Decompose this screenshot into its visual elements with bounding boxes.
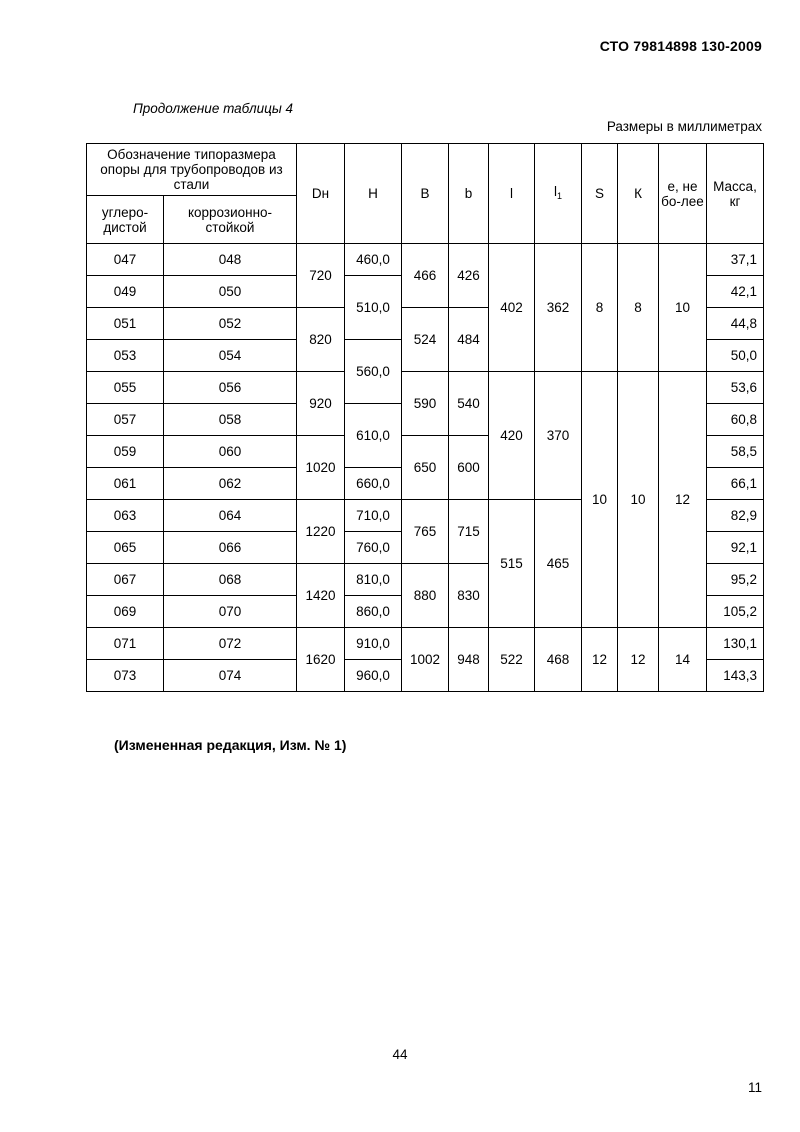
- cell-carbon: 067: [87, 564, 164, 596]
- cell-stainless: 056: [164, 372, 297, 404]
- cell-stainless: 058: [164, 404, 297, 436]
- cell-l1: 468: [535, 628, 582, 692]
- cell-l1: 465: [535, 500, 582, 628]
- cell-mass: 53,6: [707, 372, 764, 404]
- cell-stainless: 062: [164, 468, 297, 500]
- header-b-lower: b: [449, 144, 489, 244]
- cell-k: 8: [618, 244, 659, 372]
- table-row: [87, 372, 764, 404]
- cell-h: 610,0: [345, 404, 402, 468]
- table-row: [87, 244, 764, 276]
- cell-mass: 95,2: [707, 564, 764, 596]
- cell-carbon: 051: [87, 308, 164, 340]
- cell-dn: 820: [297, 308, 345, 372]
- cell-mass: 60,8: [707, 404, 764, 436]
- cell-h: 910,0: [345, 628, 402, 660]
- cell-dn: 720: [297, 244, 345, 308]
- cell-carbon: 069: [87, 596, 164, 628]
- cell-dn: 1620: [297, 628, 345, 692]
- cell-carbon: 073: [87, 660, 164, 692]
- cell-l: 402: [489, 244, 535, 372]
- cell-h: 860,0: [345, 596, 402, 628]
- cell-mass: 37,1: [707, 244, 764, 276]
- cell-stainless: 064: [164, 500, 297, 532]
- cell-s: 12: [582, 628, 618, 692]
- cell-b-upper: 650: [402, 436, 449, 500]
- cell-b-upper: 765: [402, 500, 449, 564]
- cell-l: 522: [489, 628, 535, 692]
- page-number-right: 11: [747, 1080, 762, 1095]
- cell-s: 8: [582, 244, 618, 372]
- cell-dn: 1020: [297, 436, 345, 500]
- cell-carbon: 063: [87, 500, 164, 532]
- cell-carbon: 053: [87, 340, 164, 372]
- cell-stainless: 072: [164, 628, 297, 660]
- cell-dn: 1420: [297, 564, 345, 628]
- cell-h: 560,0: [345, 340, 402, 404]
- header-designation: Обозначение типоразмера опоры для трубопроводов из стали: [87, 144, 297, 196]
- cell-b-lower: 540: [449, 372, 489, 436]
- units-note: Размеры в миллиметрах: [606, 119, 762, 134]
- cell-mass: 66,1: [707, 468, 764, 500]
- cell-b-upper: 1002: [402, 628, 449, 692]
- cell-k: 10: [618, 372, 659, 628]
- cell-h: 810,0: [345, 564, 402, 596]
- cell-carbon: 055: [87, 372, 164, 404]
- document-code: СТО 79814898 130-2009: [599, 38, 762, 54]
- cell-b-lower: 484: [449, 308, 489, 372]
- cell-stainless: 052: [164, 308, 297, 340]
- cell-e: 12: [659, 372, 707, 628]
- cell-stainless: 050: [164, 276, 297, 308]
- cell-mass: 130,1: [707, 628, 764, 660]
- header-l1: [535, 144, 582, 244]
- header-h: H: [345, 144, 402, 244]
- table-continuation-label: Продолжение таблицы 4: [133, 101, 294, 116]
- cell-b-upper: 524: [402, 308, 449, 372]
- cell-e: 14: [659, 628, 707, 692]
- cell-carbon: 059: [87, 436, 164, 468]
- cell-h: 710,0: [345, 500, 402, 532]
- header-s: S: [582, 144, 618, 244]
- cell-dn: 920: [297, 372, 345, 436]
- cell-h: 760,0: [345, 532, 402, 564]
- header-l1-sub: 1: [556, 190, 562, 201]
- header-dn: Dн: [297, 144, 345, 244]
- cell-mass: 92,1: [707, 532, 764, 564]
- dimensions-table: [86, 143, 764, 692]
- header-carbon: углеро-дистой: [87, 196, 164, 244]
- cell-stainless: 054: [164, 340, 297, 372]
- header-l1-base: l: [553, 183, 557, 199]
- cell-mass: 82,9: [707, 500, 764, 532]
- cell-b-upper: 590: [402, 372, 449, 436]
- cell-stainless: 066: [164, 532, 297, 564]
- cell-b-upper: 880: [402, 564, 449, 628]
- cell-h: 460,0: [345, 244, 402, 276]
- table-row: [87, 628, 764, 660]
- cell-carbon: 057: [87, 404, 164, 436]
- cell-b-lower: 426: [449, 244, 489, 308]
- cell-mass: 44,8: [707, 308, 764, 340]
- cell-mass: 105,2: [707, 596, 764, 628]
- cell-dn: 1220: [297, 500, 345, 564]
- cell-stainless: 060: [164, 436, 297, 468]
- cell-h: 510,0: [345, 276, 402, 340]
- header-b-upper: B: [402, 144, 449, 244]
- page-number-center: 44: [392, 1047, 408, 1062]
- cell-stainless: 048: [164, 244, 297, 276]
- cell-h: 660,0: [345, 468, 402, 500]
- cell-e: 10: [659, 244, 707, 372]
- cell-h: 960,0: [345, 660, 402, 692]
- cell-carbon: 065: [87, 532, 164, 564]
- cell-l: 515: [489, 500, 535, 628]
- cell-l1: 362: [535, 244, 582, 372]
- cell-carbon: 049: [87, 276, 164, 308]
- cell-b-upper: 466: [402, 244, 449, 308]
- header-k: К: [618, 144, 659, 244]
- cell-stainless: 070: [164, 596, 297, 628]
- cell-l1: 370: [535, 372, 582, 500]
- cell-l: 420: [489, 372, 535, 500]
- cell-b-lower: 830: [449, 564, 489, 628]
- cell-carbon: 061: [87, 468, 164, 500]
- cell-stainless: 068: [164, 564, 297, 596]
- cell-carbon: 071: [87, 628, 164, 660]
- amendment-note: (Измененная редакция, Изм. № 1): [114, 737, 347, 753]
- cell-s: 10: [582, 372, 618, 628]
- cell-mass: 58,5: [707, 436, 764, 468]
- cell-carbon: 047: [87, 244, 164, 276]
- header-mass: Масса, кг: [707, 144, 764, 244]
- cell-b-lower: 948: [449, 628, 489, 692]
- cell-mass: 42,1: [707, 276, 764, 308]
- cell-mass: 143,3: [707, 660, 764, 692]
- cell-b-lower: 600: [449, 436, 489, 500]
- header-stainless: коррозионно-стойкой: [164, 196, 297, 244]
- cell-mass: 50,0: [707, 340, 764, 372]
- header-l: l: [489, 144, 535, 244]
- cell-b-lower: 715: [449, 500, 489, 564]
- cell-stainless: 074: [164, 660, 297, 692]
- header-e: е, не бо-лее: [659, 144, 707, 244]
- cell-k: 12: [618, 628, 659, 692]
